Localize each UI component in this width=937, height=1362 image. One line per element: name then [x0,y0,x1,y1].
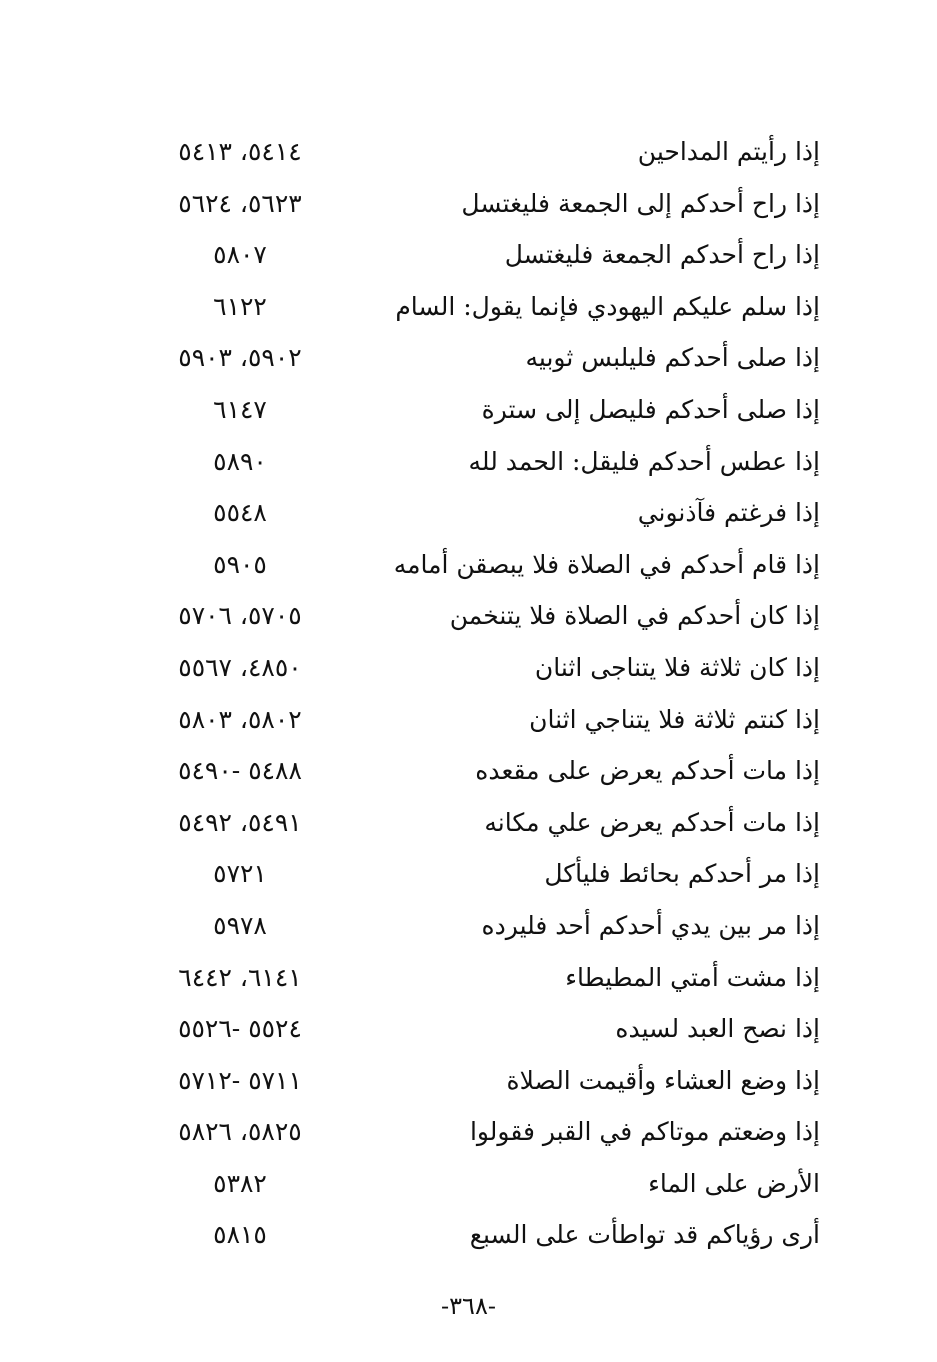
index-entry [140,747,830,799]
hadith-phrase: إذا وضع العشاء وأقيمت الصلاة [506,1065,820,1095]
hadith-phrase: إذا صلى أحدكم فليصل إلى سترة [481,394,820,424]
hadith-phrase: إذا راح أحدكم إلى الجمعة فليغتسل [461,188,820,218]
index-entry [140,283,830,335]
hadith-reference-numbers: ٦١٢٢ [213,291,267,321]
index-entry [140,902,830,954]
index-entry [140,489,830,541]
hadith-reference-numbers: ٥٧١١ -٥٧١٢ [178,1065,302,1095]
hadith-reference-numbers: ٥٨١٥ [213,1220,267,1250]
hadith-reference-numbers: ٥٤٨٨ -٥٤٩٠ [178,756,302,786]
hadith-phrase: إذا رأيتم المداحين [637,137,820,166]
index-entry [140,180,830,232]
hadith-index-list [140,128,830,1263]
hadith-phrase: إذا راح أحدكم الجمعة فليغتسل [504,240,820,270]
hadith-reference-numbers: ٥٩٠٥ [213,549,267,579]
hadith-reference-numbers: ٥٧٢١ [213,859,267,889]
index-entry [140,334,830,386]
hadith-reference-numbers: ٥٦٢٣، ٥٦٢٤ [178,188,302,218]
hadith-phrase: إذا مشت أمتي المطيطاء [565,962,820,992]
hadith-reference-numbers: ٥٨٢٥، ٥٨٢٦ [178,1117,302,1147]
index-entry [140,1108,830,1160]
hadith-phrase: إذا صلى أحدكم فليلبس ثوبيه [525,343,820,373]
hadith-reference-numbers: ٦١٤١، ٦٤٤٢ [178,962,302,992]
hadith-phrase: إذا كان ثلاثة فلا يتناجى اثنان [534,652,820,682]
index-entry [140,1211,830,1263]
index-entry [140,231,830,283]
hadith-phrase: إذا مر بين يدي أحدكم أحد فليرده [481,910,820,940]
hadith-reference-numbers: ٥٨٠٢، ٥٨٠٣ [178,704,302,734]
hadith-reference-numbers: ٦١٤٧ [213,394,267,424]
hadith-reference-numbers: ٥٤١٤، ٥٤١٣ [178,137,302,166]
hadith-phrase: إذا مات أحدكم يعرض علي مكانه [484,807,820,837]
index-entry [140,850,830,902]
index-entry [140,644,830,696]
hadith-reference-numbers: ٥٥٢٤ -٥٥٢٦ [178,1014,302,1044]
hadith-reference-numbers: ٥٨٠٧ [213,240,267,270]
hadith-phrase: إذا عطس أحدكم فليقل: الحمد لله [468,446,820,476]
hadith-phrase: إذا قام أحدكم في الصلاة فلا يبصقن أمامه [393,549,820,579]
index-entry [140,541,830,593]
hadith-phrase: إذا فرغتم فآذنوني [637,498,820,528]
index-entry [140,954,830,1006]
hadith-reference-numbers: ٥٩٧٨ [213,910,267,940]
index-entry [140,438,830,490]
index-entry [140,128,830,180]
hadith-reference-numbers: ٥٥٤٨ [213,498,267,528]
hadith-phrase: إذا مر أحدكم بحائط فليأكل [544,859,820,889]
hadith-phrase: إذا نصح العبد لسيده [615,1014,820,1044]
hadith-phrase: إذا سلم عليكم اليهودي فإنما يقول: السام [395,291,820,321]
index-entry [140,1160,830,1212]
hadith-phrase: الأرض على الماء [648,1168,820,1198]
index-entry [140,1057,830,1109]
hadith-phrase: إذا مات أحدكم يعرض على مقعده [475,756,820,786]
hadith-reference-numbers: ٥٤٩١، ٥٤٩٢ [178,807,302,837]
hadith-reference-numbers: ٥٩٠٢، ٥٩٠٣ [178,343,302,373]
hadith-phrase: أرى رؤياكم قد تواطأت على السبع [469,1220,820,1250]
hadith-reference-numbers: ٥٨٩٠ [213,446,267,476]
hadith-phrase: إذا كنتم ثلاثة فلا يتناجي اثنان [529,704,820,734]
index-entry [140,799,830,851]
index-entry [140,386,830,438]
page-number: -٣٦٨- [441,1292,496,1320]
hadith-reference-numbers: ٤٨٥٠، ٥٥٦٧ [178,652,302,682]
hadith-reference-numbers: ٥٧٠٥، ٥٧٠٦ [178,601,302,631]
index-entry [140,1005,830,1057]
hadith-reference-numbers: ٥٣٨٢ [213,1168,267,1198]
hadith-phrase: إذا وضعتم موتاكم في القبر فقولوا [469,1117,820,1147]
hadith-phrase: إذا كان أحدكم في الصلاة فلا يتنخمن [449,601,820,631]
index-entry [140,696,830,748]
index-entry [140,592,830,644]
